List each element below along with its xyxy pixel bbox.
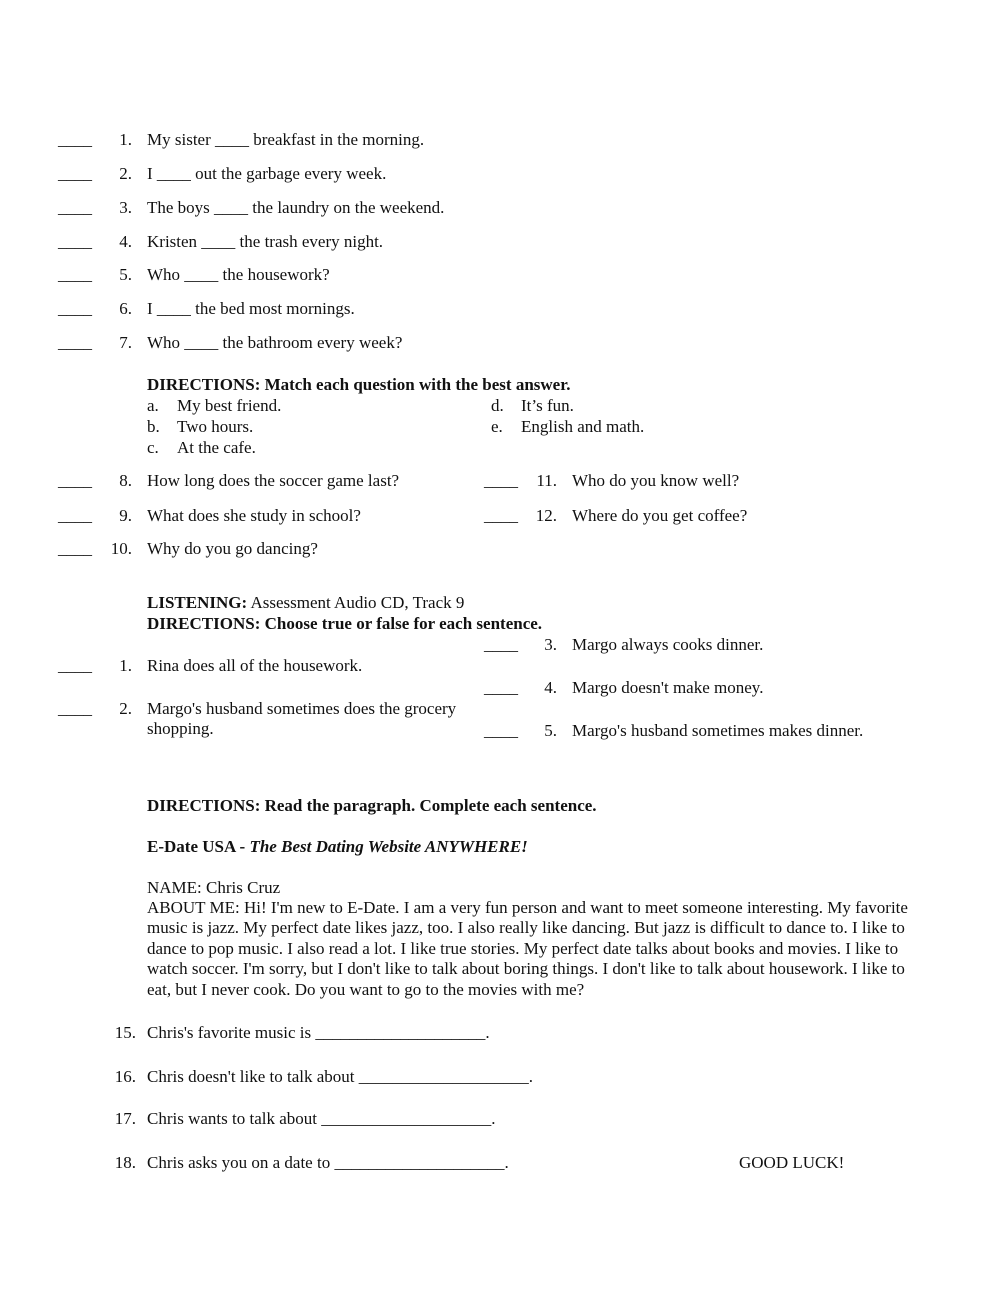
- answer-letter: d.: [491, 396, 504, 415]
- statement-text: Margo always cooks dinner.: [572, 635, 764, 654]
- listening-label: LISTENING:: [147, 593, 248, 612]
- answer-letter: e.: [491, 417, 503, 436]
- answer-blank[interactable]: ____: [58, 130, 92, 149]
- question-number: 3.: [544, 635, 557, 654]
- question-number: 8.: [119, 471, 132, 490]
- question-number: 2.: [119, 699, 132, 718]
- answer-letter: a.: [147, 396, 159, 415]
- question-number: 5.: [119, 265, 132, 284]
- section-directions: DIRECTIONS: Read the paragraph. Complete each sentence.: [147, 796, 597, 815]
- question-number: 1.: [119, 130, 132, 149]
- section-directions: DIRECTIONS: Match each question with the best answer.: [147, 375, 571, 394]
- question-text: Chris wants to talk about ____________________.: [147, 1109, 496, 1128]
- question-number: 4.: [544, 678, 557, 697]
- answer-blank[interactable]: ____: [58, 164, 92, 183]
- question-text: Where do you get coffee?: [572, 506, 748, 525]
- answer-blank[interactable]: ____: [58, 656, 92, 675]
- answer-blank[interactable]: ____: [484, 471, 518, 490]
- answer-blank[interactable]: ____: [484, 678, 518, 697]
- answer-option: At the cafe.: [177, 438, 256, 457]
- question-number: 15.: [114, 1023, 136, 1042]
- answer-option: Two hours.: [177, 417, 254, 436]
- website-heading: [147, 837, 528, 857]
- answer-blank[interactable]: ____: [484, 721, 518, 740]
- question-text: What does she study in school?: [147, 506, 361, 525]
- answer-blank[interactable]: ____: [58, 539, 92, 558]
- question-number: 16.: [114, 1067, 136, 1086]
- question-number: 12.: [535, 506, 557, 525]
- listening-header: [147, 593, 464, 613]
- answer-blank[interactable]: ____: [484, 635, 518, 654]
- statement-text: Margo's husband sometimes does the grocery shopping.: [147, 699, 457, 738]
- statement-text: Margo's husband sometimes makes dinner.: [572, 721, 864, 740]
- question-text: Chris asks you on a date to ____________________.: [147, 1153, 509, 1172]
- question-number: 2.: [119, 164, 132, 183]
- question-text: Who ____ the housework?: [147, 265, 330, 284]
- answer-blank[interactable]: ____: [58, 506, 92, 525]
- answer-blank[interactable]: ____: [58, 471, 92, 490]
- question-text: Who do you know well?: [572, 471, 740, 490]
- question-number: 3.: [119, 198, 132, 217]
- answer-blank[interactable]: ____: [58, 699, 92, 718]
- question-text: Chris's favorite music is ____________________.: [147, 1023, 490, 1042]
- question-number: 6.: [119, 299, 132, 318]
- answer-blank[interactable]: ____: [58, 265, 92, 284]
- answer-letter: b.: [147, 417, 160, 436]
- answer-blank[interactable]: ____: [58, 333, 92, 352]
- question-text: Chris doesn't like to talk about ____________________.: [147, 1067, 534, 1086]
- question-number: 11.: [536, 471, 557, 490]
- answer-blank[interactable]: ____: [58, 198, 92, 217]
- answer-blank[interactable]: ____: [58, 299, 92, 318]
- question-number: 18.: [114, 1153, 136, 1172]
- question-number: 9.: [119, 506, 132, 525]
- question-text: How long does the soccer game last?: [147, 471, 400, 490]
- profile-about: ABOUT ME: Hi! I'm new to E-Date. I am a very fun person and want to meet someone interesting. My favorite music is jazz. My perfect date likes jazz, too. I also really like dancing. But jazz is difficult to dance to. I like to dance to pop music. I also read a lot. I like true stories. My perfect date talks about books and movies. I like to watch soccer. I'm sorry, but I don't like to talk about boring things. I don't like to talk about housework. I like to eat, but I never cook. Do you want to go to the movies with me?: [147, 898, 908, 999]
- question-number: 4.: [119, 232, 132, 251]
- profile-name: NAME: Chris Cruz: [147, 878, 281, 897]
- section-directions: DIRECTIONS: Choose true or false for each sentence.: [147, 614, 543, 633]
- question-text: Why do you go dancing?: [147, 539, 318, 558]
- question-number: 5.: [544, 721, 557, 740]
- question-text: My sister ____ breakfast in the morning.: [147, 130, 425, 149]
- answer-letter: c.: [147, 438, 159, 457]
- question-number: 17.: [114, 1109, 136, 1128]
- statement-text: Margo doesn't make money.: [572, 678, 764, 697]
- question-text: Kristen ____ the trash every night.: [147, 232, 384, 251]
- question-text: I ____ the bed most mornings.: [147, 299, 355, 318]
- answer-option: My best friend.: [177, 396, 282, 415]
- question-text: Who ____ the bathroom every week?: [147, 333, 403, 352]
- question-text: The boys ____ the laundry on the weekend.: [147, 198, 445, 217]
- answer-option: English and math.: [521, 417, 645, 436]
- website-tagline: The Best Dating Website ANYWHERE!: [249, 837, 528, 856]
- website-name: E-Date USA -: [147, 837, 250, 856]
- closing-message: GOOD LUCK!: [739, 1153, 845, 1172]
- answer-option: It’s fun.: [521, 396, 574, 415]
- question-text: I ____ out the garbage every week.: [147, 164, 387, 183]
- question-number: 1.: [119, 656, 132, 675]
- question-number: 7.: [119, 333, 132, 352]
- listening-source: Assessment Audio CD, Track 9: [247, 593, 465, 612]
- statement-text: Rina does all of the housework.: [147, 656, 363, 675]
- question-number: 10.: [110, 539, 132, 558]
- answer-blank[interactable]: ____: [484, 506, 518, 525]
- answer-blank[interactable]: ____: [58, 232, 92, 251]
